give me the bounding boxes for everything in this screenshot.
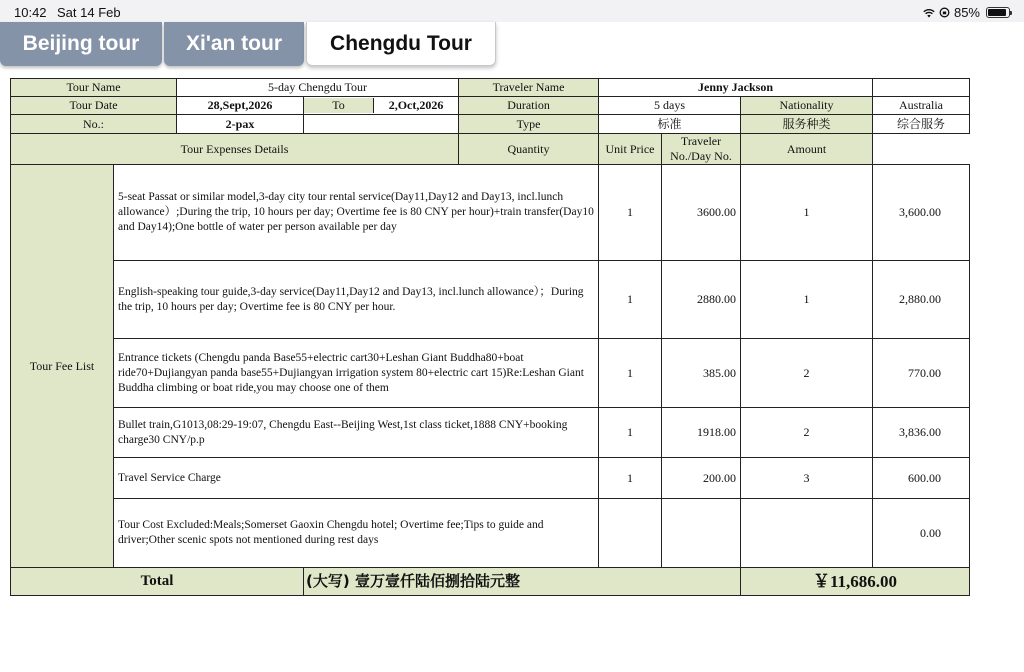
expense-amount: 3,836.00 xyxy=(873,408,970,458)
expense-description: English-speaking tour guide,3-day service(Day11,Day12 and Day13, incl.lunch allowance）；During the trip, 10 hours per day; Overtime fee is 80 CNY per hour. xyxy=(114,261,599,339)
expense-unit-price: 1918.00 xyxy=(662,408,741,458)
tour-expenses-details-header: Tour Expenses Details xyxy=(11,134,459,165)
expense-amount: 2,880.00 xyxy=(873,261,970,339)
tour-fee-list-label: Tour Fee List xyxy=(11,165,114,568)
tab-beijing-tour[interactable]: Beijing tour xyxy=(0,22,162,66)
tour-date-label: Tour Date xyxy=(11,97,177,115)
table-row xyxy=(11,499,970,568)
total-in-words: (大写) 壹万壹仟陆佰捌拾陆元整 xyxy=(304,568,741,596)
empty-cell xyxy=(873,79,970,97)
battery-icon xyxy=(986,7,1010,18)
orientation-lock-icon xyxy=(939,7,950,18)
unit-price-header: Unit Price xyxy=(599,134,662,165)
to-label: To xyxy=(304,98,374,113)
expense-traveler-day: 2 xyxy=(741,408,873,458)
no-label: No.: xyxy=(11,115,177,134)
expense-unit-price: 2880.00 xyxy=(662,261,741,339)
table-row xyxy=(11,458,970,499)
date-from-value: 28,Sept,2026 xyxy=(177,97,304,115)
status-bar xyxy=(0,0,1024,22)
expense-description: Tour Cost Excluded:Meals;Somerset Gaoxin Chengdu hotel; Overtime fee;Tips to guide and driver;Other scenic spots not mentioned during rest days xyxy=(114,499,599,568)
tab-chengdu-tour[interactable]: Chengdu Tour xyxy=(306,22,496,66)
expense-unit-price: 3600.00 xyxy=(662,165,741,261)
expense-traveler-day: 3 xyxy=(741,458,873,499)
expense-quantity: 1 xyxy=(599,408,662,458)
expense-quantity: 1 xyxy=(599,261,662,339)
no-value: 2-pax xyxy=(177,115,304,134)
expense-traveler-day: 2 xyxy=(741,339,873,408)
expense-unit-price xyxy=(662,499,741,568)
type-value: 标准 xyxy=(599,115,741,134)
wifi-icon xyxy=(923,8,935,18)
status-right xyxy=(923,5,1010,20)
expense-unit-price: 385.00 xyxy=(662,339,741,408)
nationality-value: Australia xyxy=(873,97,970,115)
amount-header: Amount xyxy=(741,134,873,165)
empty-cell xyxy=(304,115,459,134)
total-row xyxy=(11,568,970,596)
nationality-label: Nationality xyxy=(741,97,873,115)
tab-xian-tour[interactable]: Xi'an tour xyxy=(164,22,304,66)
table-row xyxy=(11,261,970,339)
status-date: Sat 14 Feb xyxy=(57,5,121,20)
table-row xyxy=(11,339,970,408)
expense-quantity: 1 xyxy=(599,458,662,499)
traveler-name-label: Traveler Name xyxy=(459,79,599,97)
expense-amount: 600.00 xyxy=(873,458,970,499)
info-row-3 xyxy=(11,115,970,134)
tab-bar xyxy=(0,22,1024,68)
expense-amount: 770.00 xyxy=(873,339,970,408)
expense-description: Entrance tickets (Chengdu panda Base55+electric cart30+Leshan Giant Buddha80+boat ride70+Dujiangyan panda base55+Dujiangyan irrigation system 80+electric cart 15)Re:Leshan Giant Buddha climbing or boat ride,you may choose one of them xyxy=(114,339,599,408)
expense-quantity: 1 xyxy=(599,339,662,408)
date-to-value: 2,Oct,2026 xyxy=(388,98,444,112)
expense-quantity: 1 xyxy=(599,165,662,261)
quantity-header: Quantity xyxy=(459,134,599,165)
expense-unit-price: 200.00 xyxy=(662,458,741,499)
expense-quantity xyxy=(599,499,662,568)
expense-traveler-day: 1 xyxy=(741,165,873,261)
date-range-cell xyxy=(304,97,459,115)
status-time: 10:42 xyxy=(14,5,47,20)
expense-description: Travel Service Charge xyxy=(114,458,599,499)
table-row xyxy=(11,165,970,261)
expenses-header-row xyxy=(11,134,970,165)
expense-description: 5-seat Passat or similar model,3-day city tour rental service(Day11,Day12 and Day13, incl.lunch allowance）;During the trip, 10 hours per day; Overtime fee is 80 CNY per hour)+train transfer(Day10 and Day14);One bottle of water per person available per day xyxy=(114,165,599,261)
traveler-day-header: Traveler No./Day No. xyxy=(662,134,741,165)
battery-percent: 85% xyxy=(953,5,980,20)
duration-value: 5 days xyxy=(599,97,741,115)
tour-name-label: Tour Name xyxy=(11,79,177,97)
expense-traveler-day xyxy=(741,499,873,568)
service-type-value: 综合服务 xyxy=(873,115,970,134)
total-amount: ￥11,686.00 xyxy=(741,568,970,596)
tour-name-value: 5-day Chengdu Tour xyxy=(177,79,459,97)
duration-label: Duration xyxy=(459,97,599,115)
service-type-label: 服务种类 xyxy=(741,115,873,134)
expense-description: Bullet train,G1013,08:29-19:07, Chengdu East--Beijing West,1st class ticket,1888 CNY+booking charge30 CNY/p.p xyxy=(114,408,599,458)
expense-amount: 3,600.00 xyxy=(873,165,970,261)
tour-quote-table xyxy=(10,78,970,596)
expense-traveler-day: 1 xyxy=(741,261,873,339)
info-row-2 xyxy=(11,97,970,115)
info-row-1 xyxy=(11,79,970,97)
traveler-name-value: Jenny Jackson xyxy=(599,79,873,97)
expense-amount: 0.00 xyxy=(873,499,970,568)
total-label: Total xyxy=(11,568,304,596)
type-label: Type xyxy=(459,115,599,134)
table-row xyxy=(11,408,970,458)
